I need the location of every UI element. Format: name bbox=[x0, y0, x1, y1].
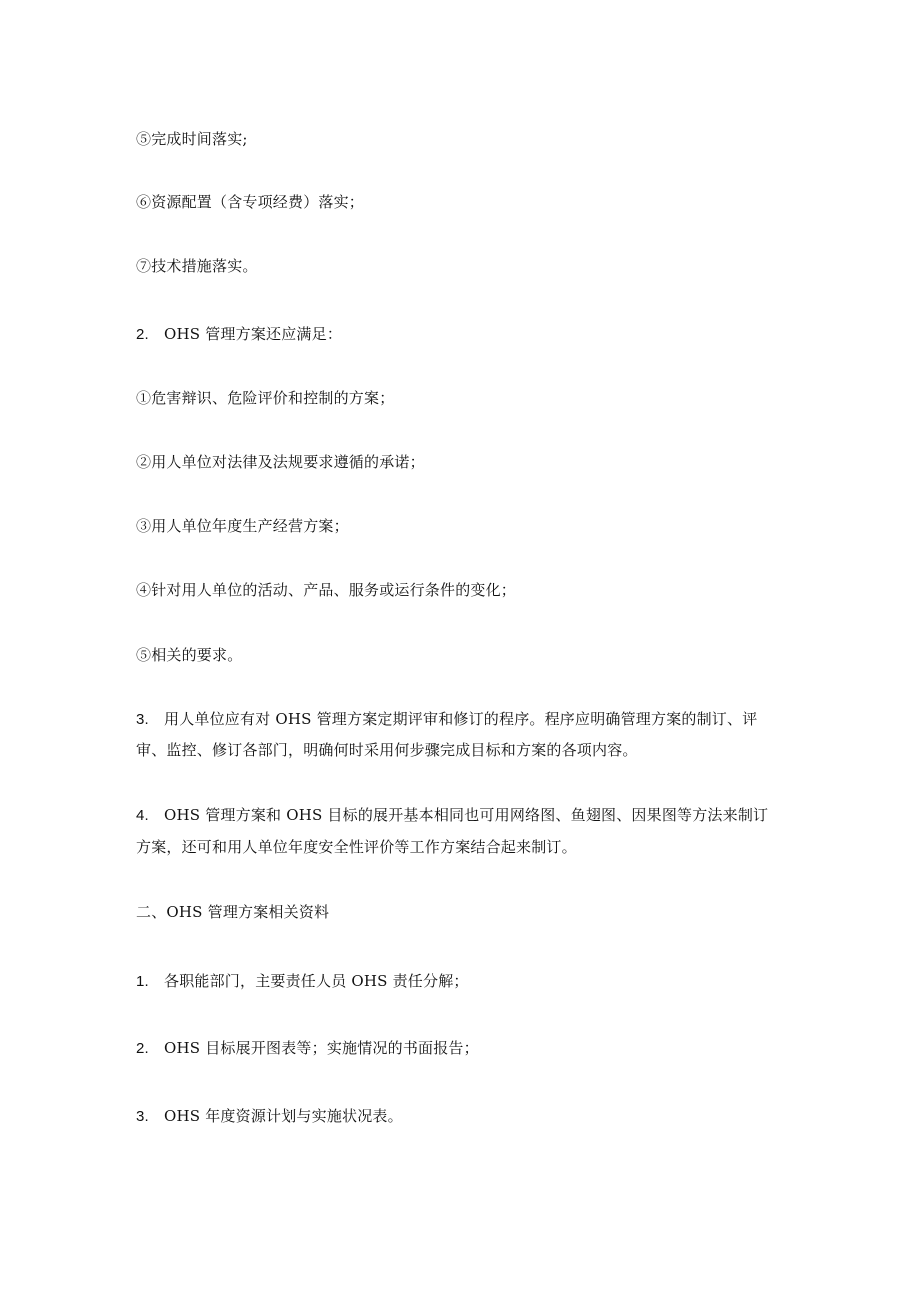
line-text: 用人单位应有对 OHS 管理方案定期评审和修订的程序。程序应明确管理方案的制订、评 bbox=[164, 710, 758, 728]
line-text: ⑥资源配置（含专项经费）落实； bbox=[136, 193, 365, 211]
numbered-item bbox=[136, 966, 796, 997]
line-text: OHS 目标展开图表等；实施情况的书面报告； bbox=[164, 1039, 479, 1057]
list-item bbox=[136, 124, 796, 154]
item-number: 3. bbox=[136, 1108, 149, 1125]
numbered-item bbox=[136, 704, 796, 735]
item-number: 3. bbox=[136, 711, 149, 728]
line-text: OHS 管理方案还应满足： bbox=[164, 325, 343, 343]
line-text: ⑦技术措施落实。 bbox=[136, 257, 258, 275]
section-heading bbox=[136, 897, 796, 927]
line-continuation bbox=[136, 832, 796, 862]
list-item bbox=[136, 251, 796, 281]
line-text: 各职能部门，主要责任人员 OHS 责任分解； bbox=[164, 972, 469, 990]
item-number: 1. bbox=[136, 973, 149, 990]
item-number: 2. bbox=[136, 1040, 149, 1057]
list-item bbox=[136, 511, 796, 541]
list-item bbox=[136, 187, 796, 217]
list-item bbox=[136, 640, 796, 670]
numbered-item bbox=[136, 1033, 796, 1064]
numbered-item bbox=[136, 1101, 796, 1132]
list-item bbox=[136, 383, 796, 413]
line-text: 审、监控、修订各部门，明确何时采用何步骤完成目标和方案的各项内容。 bbox=[136, 741, 638, 759]
line-text: ①危害辩识、危险评价和控制的方案； bbox=[136, 389, 395, 407]
line-text: ⑤完成时间落实; bbox=[136, 130, 248, 148]
line-text: ④针对用人单位的活动、产品、服务或运行条件的变化； bbox=[136, 581, 517, 599]
item-number: 2. bbox=[136, 326, 149, 343]
line-text: OHS 管理方案和 OHS 目标的展开基本相同也可用网络图、鱼翅图、因果图等方法来制订 bbox=[164, 806, 769, 824]
numbered-item bbox=[136, 800, 796, 831]
line-text: OHS 年度资源计划与实施状况表。 bbox=[164, 1107, 403, 1125]
heading-text: 二、OHS 管理方案相关资料 bbox=[136, 903, 330, 921]
line-text: ②用人单位对法律及法规要求遵循的承诺； bbox=[136, 453, 425, 471]
line-text: ③用人单位年度生产经营方案； bbox=[136, 517, 349, 535]
line-text: ⑤相关的要求。 bbox=[136, 646, 243, 664]
line-continuation bbox=[136, 735, 796, 765]
list-item bbox=[136, 447, 796, 477]
numbered-item bbox=[136, 319, 796, 350]
line-text: 方案，还可和用人单位年度安全性评价等工作方案结合起来制订。 bbox=[136, 838, 577, 856]
list-item bbox=[136, 575, 796, 605]
item-number: 4. bbox=[136, 807, 149, 824]
